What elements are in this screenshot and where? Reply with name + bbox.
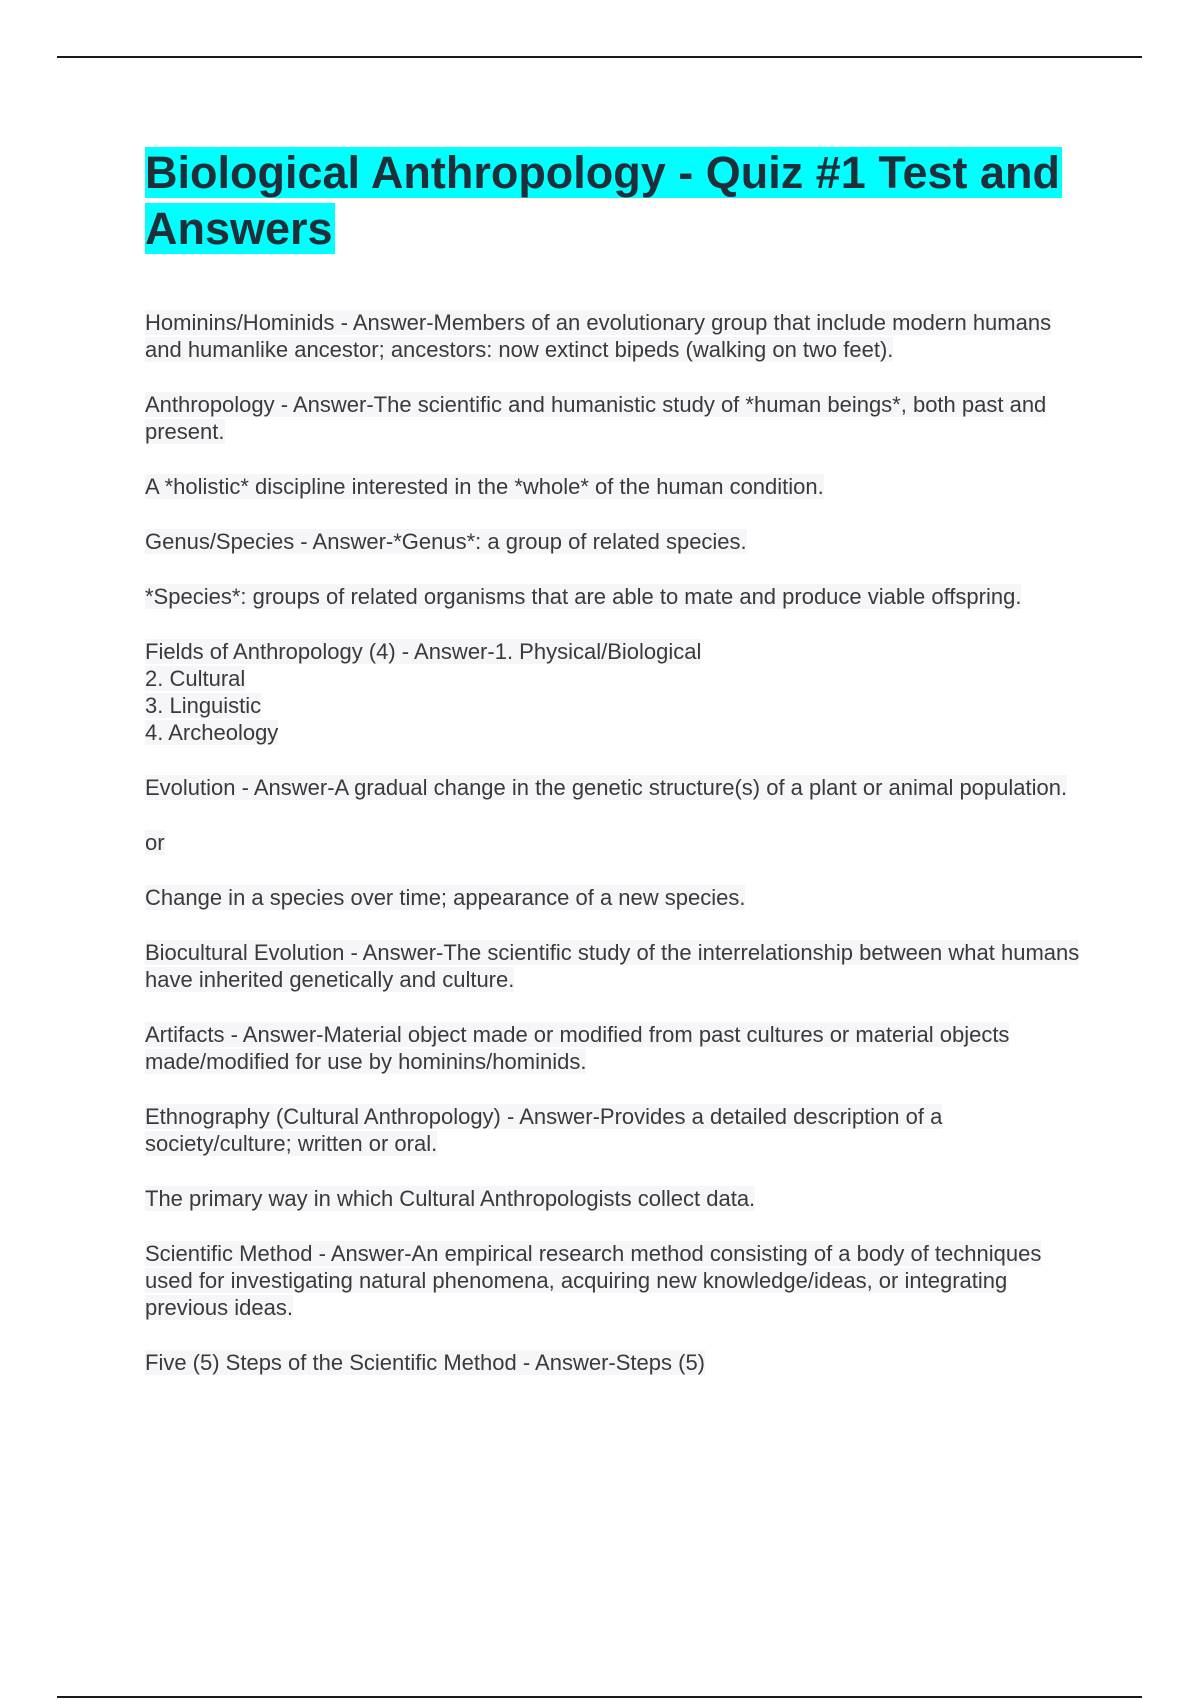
top-rule [57, 56, 1142, 58]
paragraph-text: Change in a species over time; appearance of a new species. [145, 885, 746, 910]
paragraph-text: Scientific Method - Answer-An empirical research method consisting of a body of techniques used for investigating natural phenomena, acquiring new knowledge/ideas, or integrating previous ideas. [145, 1241, 1042, 1320]
paragraph-text: Evolution - Answer-A gradual change in the genetic structure(s) of a plant or animal population. [145, 775, 1068, 800]
paragraph-holistic [145, 473, 1085, 500]
paragraph-five-steps [145, 1349, 1085, 1376]
paragraph-fields [145, 638, 1085, 746]
paragraph-hominins [145, 309, 1085, 363]
paragraph-or [145, 829, 1085, 856]
paragraph-anthropology [145, 391, 1085, 445]
paragraph-text: Ethnography (Cultural Anthropology) - Answer-Provides a detailed description of a society/culture; written or oral. [145, 1104, 943, 1156]
paragraph-text: Hominins/Hominids - Answer-Members of an evolutionary group that include modern humans and humanlike ancestor; ancestors: now extinct bipeds (walking on two feet). [145, 310, 1052, 362]
paragraph-text: The primary way in which Cultural Anthropologists collect data. [145, 1186, 756, 1211]
document-title-text: Biological Anthropology - Quiz #1 Test and Answers [145, 147, 1061, 254]
paragraph-artifacts [145, 1021, 1085, 1075]
paragraph-species [145, 583, 1085, 610]
paragraph-change [145, 884, 1085, 911]
paragraph-text: Biocultural Evolution - Answer-The scientific study of the interrelationship between what humans have inherited genetically and culture. [145, 940, 1080, 992]
paragraph-biocultural [145, 939, 1085, 993]
paragraph-text: A *holistic* discipline interested in the *whole* of the human condition. [145, 474, 824, 499]
paragraph-evolution [145, 774, 1085, 801]
paragraph-text: Five (5) Steps of the Scientific Method - Answer-Steps (5) [145, 1350, 706, 1375]
paragraph-text: Genus/Species - Answer-*Genus*: a group of related species. [145, 529, 747, 554]
paragraph-text: Anthropology - Answer-The scientific and humanistic study of *human beings*, both past and present. [145, 392, 1047, 444]
paragraph-text: Artifacts - Answer-Material object made or modified from past cultures or material objects made/modified for use by hominins/hominids. [145, 1022, 1010, 1074]
paragraph-genus [145, 528, 1085, 555]
document-body [145, 145, 1085, 1404]
document-title [145, 145, 1085, 257]
paragraph-text: *Species*: groups of related organisms that are able to mate and produce viable offspring. [145, 584, 1022, 609]
paragraph-text: or [145, 830, 165, 855]
bottom-rule [57, 1696, 1142, 1698]
paragraph-ethnography [145, 1103, 1085, 1157]
paragraph-primary-way [145, 1185, 1085, 1212]
paragraph-scientific-method [145, 1240, 1085, 1321]
paragraph-text: Fields of Anthropology (4) - Answer-1. Physical/Biological 2. Cultural 3. Linguistic 4. Archeology [145, 639, 702, 745]
